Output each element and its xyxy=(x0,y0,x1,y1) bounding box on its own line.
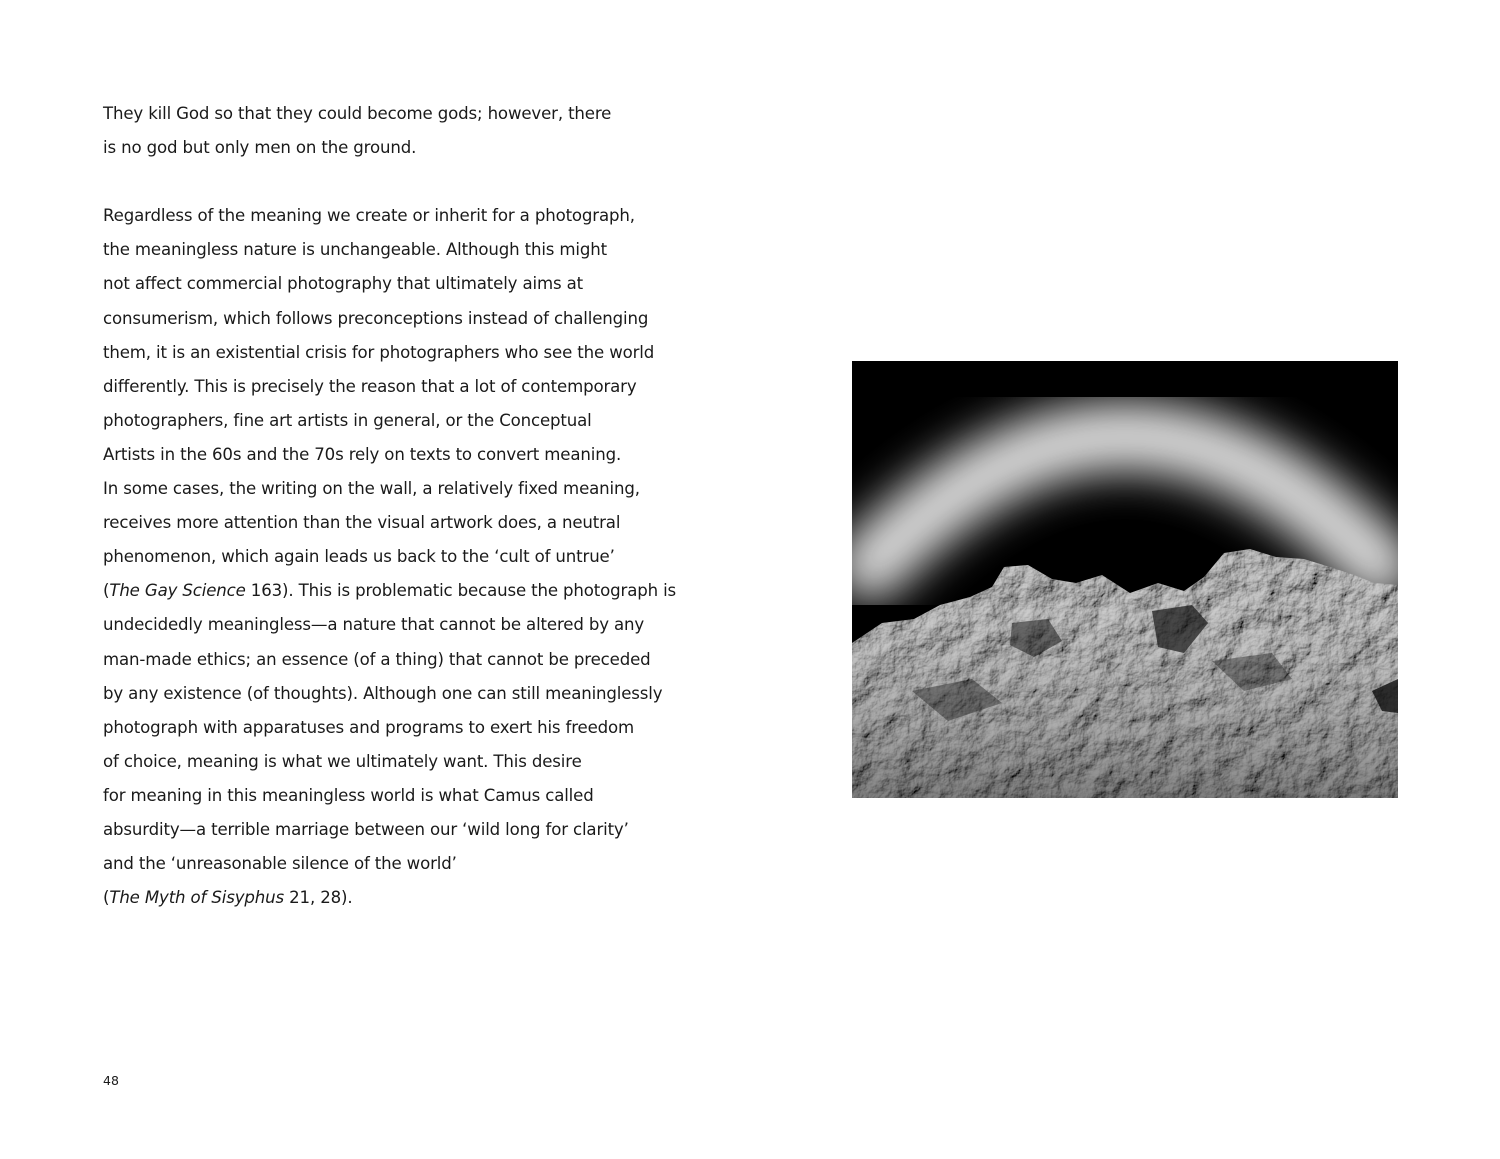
text-line: Artists in the 60s and the 70s rely on texts to convert meaning. xyxy=(103,444,622,464)
citation-open: ( xyxy=(103,888,110,908)
body-text xyxy=(103,97,703,915)
text-line-citation xyxy=(103,881,703,915)
text-line: undecidedly meaningless—a nature that cannot be altered by any xyxy=(103,615,645,635)
text-line: In some cases, the writing on the wall, a relatively fixed meaning, xyxy=(103,479,640,499)
text-line: phenomenon, which again leads us back to the ‘cult of untrue’ xyxy=(103,547,615,567)
text-line-citation xyxy=(103,574,703,608)
text-line: by any existence (of thoughts). Although one can still meaninglessly xyxy=(103,683,663,703)
paragraph-break xyxy=(103,165,703,199)
citation-title: The Gay Science xyxy=(109,581,246,601)
landscape-photo-icon xyxy=(852,361,1398,798)
text-line: Regardless of the meaning we create or inherit for a photograph, xyxy=(103,206,635,226)
text-line: not affect commercial photography that ultimately aims at xyxy=(103,274,583,294)
citation-rest: 21, 28). xyxy=(284,888,353,908)
text-line: for meaning in this meaningless world is what Camus called xyxy=(103,785,594,805)
text-line: photograph with apparatuses and programs to exert his freedom xyxy=(103,717,635,737)
citation-title: The Myth of Sisyphus xyxy=(109,888,284,908)
text-line: photographers, fine art artists in general, or the Conceptual xyxy=(103,410,592,430)
text-line: of choice, meaning is what we ultimately want. This desire xyxy=(103,751,582,771)
text-line: is no god but only men on the ground. xyxy=(103,138,417,158)
text-line: absurdity—a terrible marriage between our ‘wild long for clarity’ xyxy=(103,819,629,839)
citation-rest: 163). This is problematic because the photograph is xyxy=(245,581,677,601)
text-line: They kill God so that they could become gods; however, there xyxy=(103,104,612,123)
text-line: consumerism, which follows preconceptions instead of challenging xyxy=(103,308,649,328)
text-line: receives more attention than the visual artwork does, a neutral xyxy=(103,513,621,533)
text-line: them, it is an existential crisis for photographers who see the world xyxy=(103,342,655,362)
text-line: the meaningless nature is unchangeable. Although this might xyxy=(103,240,607,260)
text-line: man-made ethics; an essence (of a thing) that cannot be preceded xyxy=(103,649,651,669)
text-line: differently. This is precisely the reason that a lot of contemporary xyxy=(103,376,637,396)
citation-open: ( xyxy=(103,581,110,601)
landscape-photo xyxy=(852,361,1398,798)
text-line: and the ‘unreasonable silence of the world’ xyxy=(103,854,457,874)
page-number: 48 xyxy=(103,1073,119,1088)
